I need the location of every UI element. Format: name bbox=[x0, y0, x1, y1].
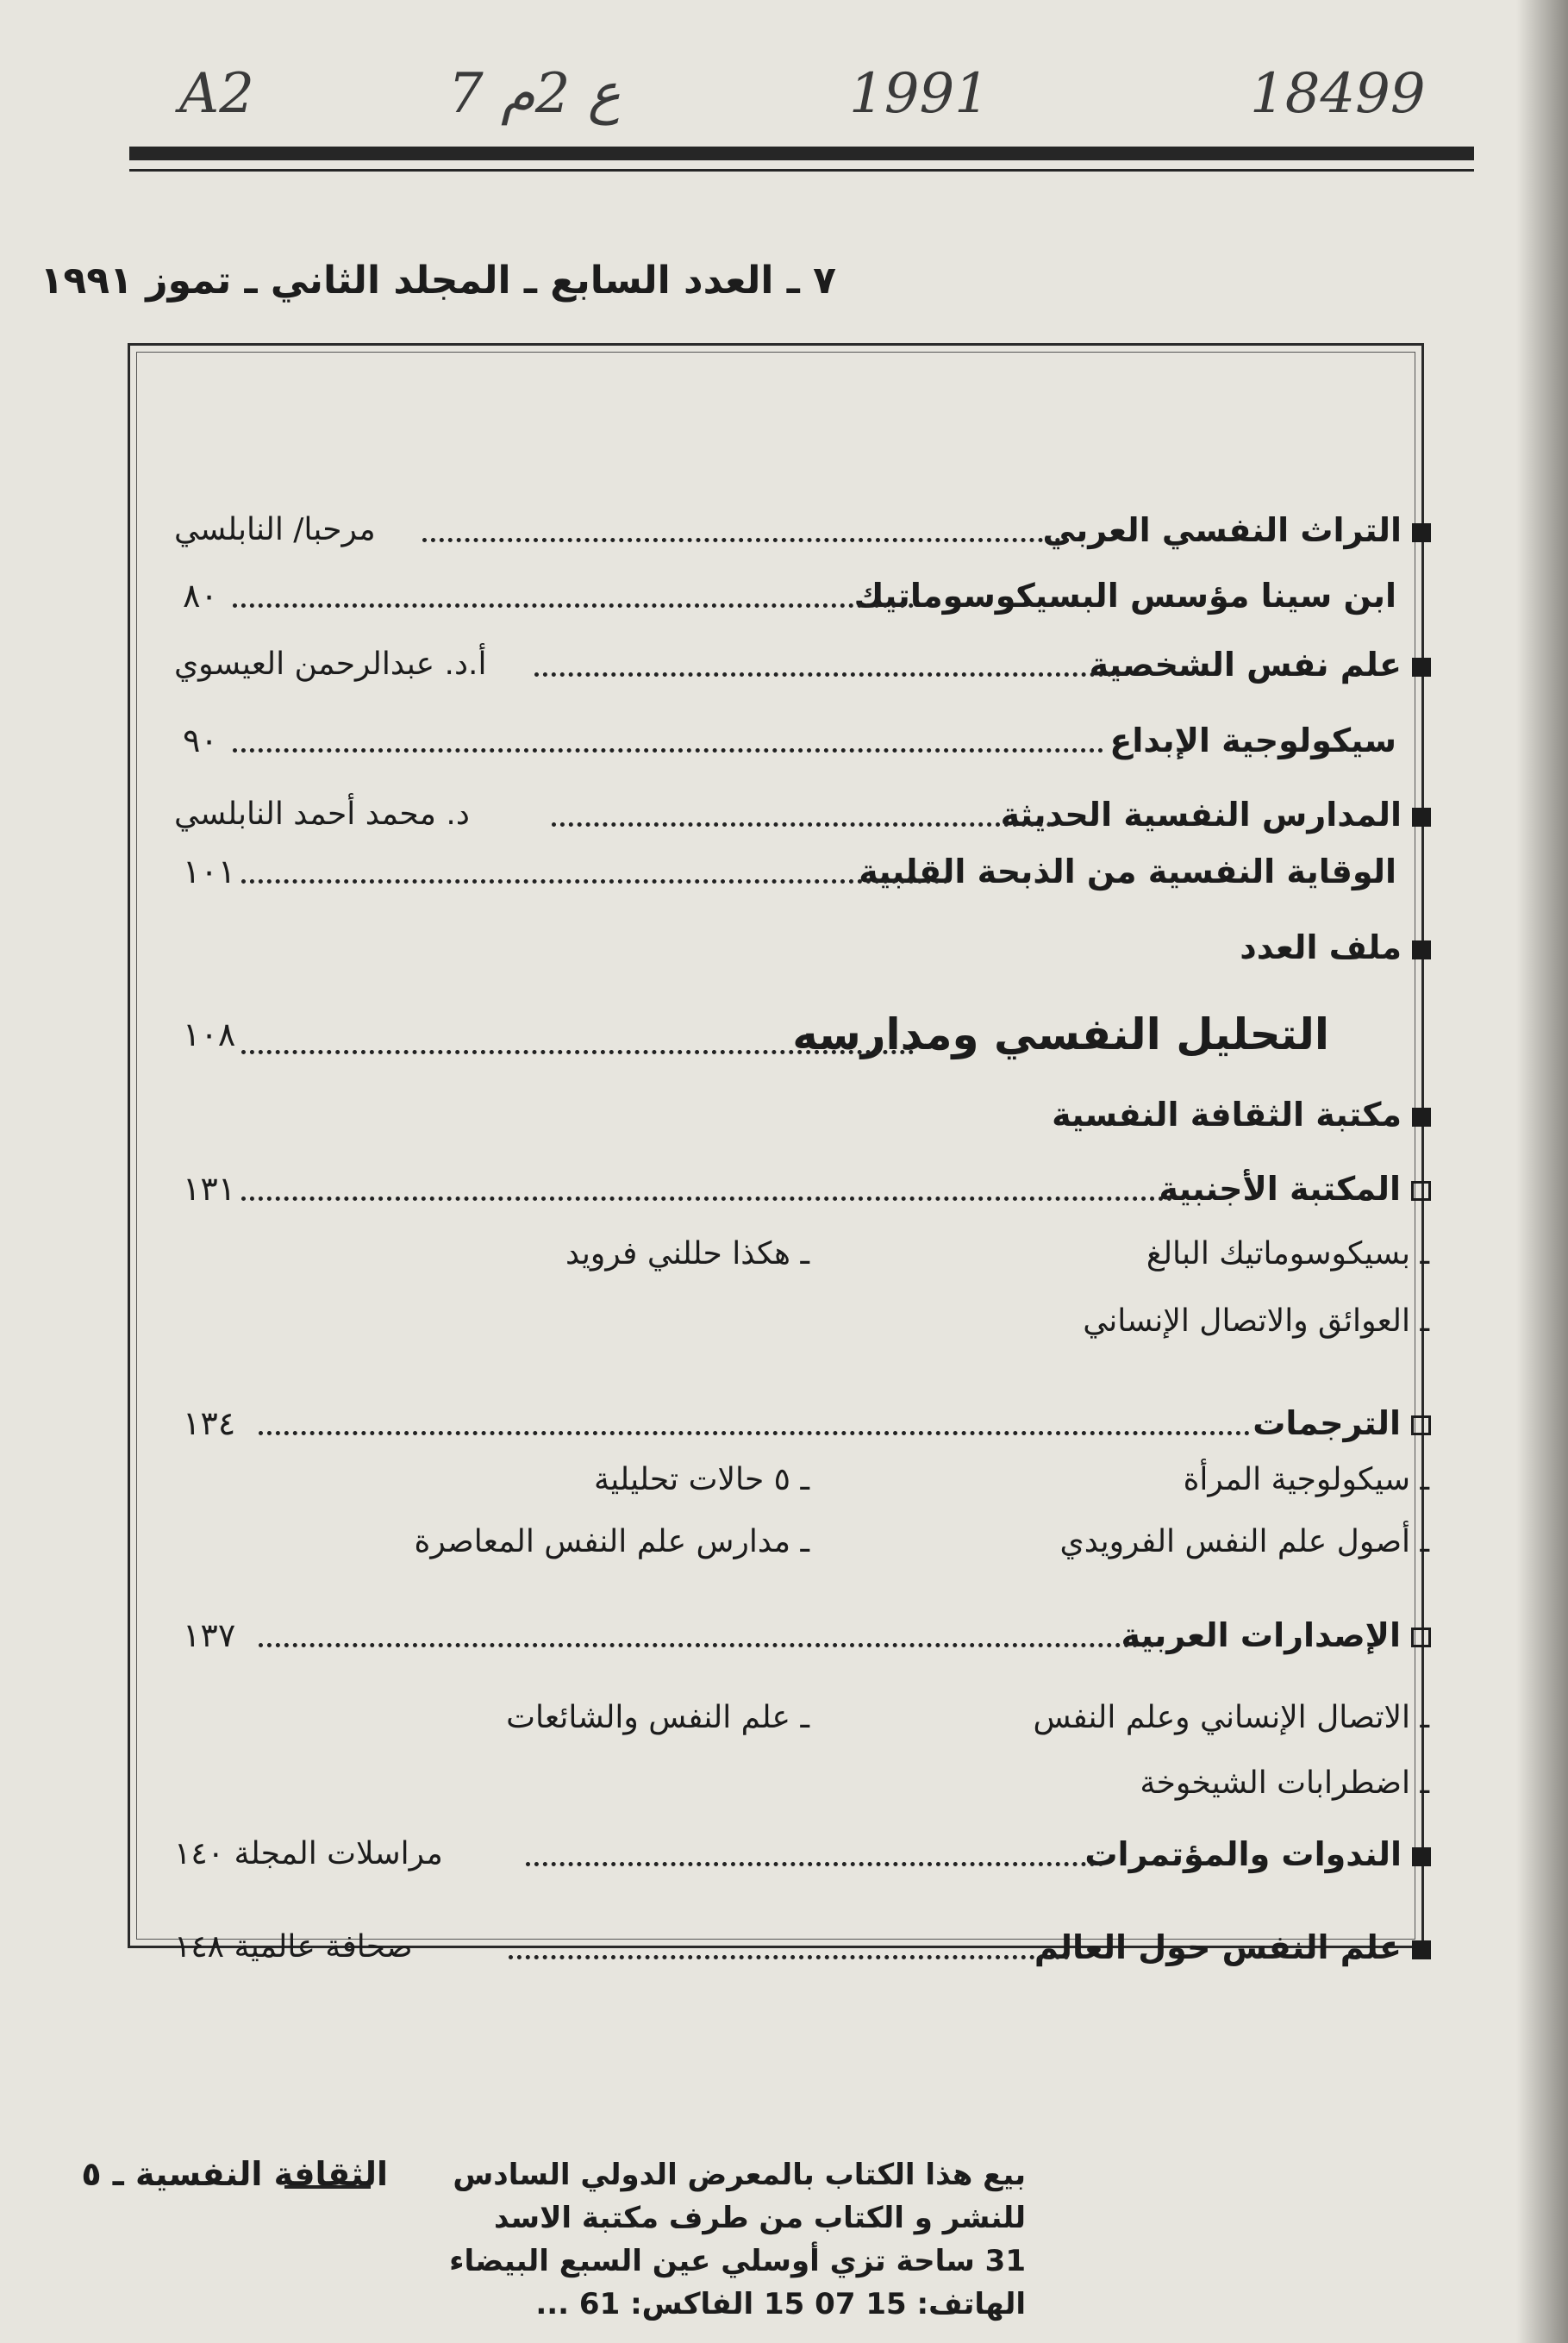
square-bullet-icon bbox=[1412, 1108, 1431, 1127]
toc-page-number: ٨٠ bbox=[183, 577, 218, 615]
leader-dots bbox=[509, 1955, 1069, 1959]
toc-author: أ.د. عبدالرحمن العيسوي bbox=[174, 647, 487, 682]
toc-row-arabic bbox=[164, 1609, 1431, 1662]
translations-item: ـ مدارس علم النفس المعاصرة bbox=[414, 1524, 809, 1559]
square-bullet-icon bbox=[1412, 523, 1431, 542]
open-square-bullet-icon bbox=[1411, 1181, 1431, 1201]
bookseller-stamp bbox=[449, 2153, 1026, 2326]
toc-page-number: ١٠١ bbox=[183, 853, 236, 890]
toc-title: ملف العدد bbox=[1240, 921, 1431, 974]
foreign-item: ـ العوائق والاتصال الإنساني bbox=[1083, 1303, 1429, 1339]
stamp-line: الهاتف: 15 07 15 الفاكس: 61 ... bbox=[535, 2287, 1026, 2321]
toc-row-world bbox=[164, 1921, 1431, 1974]
translations-item: ـ سيكولوجية المرأة bbox=[1183, 1462, 1429, 1497]
leader-dots bbox=[241, 1196, 1172, 1201]
toc-row-personality bbox=[164, 638, 1431, 691]
toc-row-schools bbox=[164, 788, 1431, 841]
handwritten-year: 1991 bbox=[849, 62, 990, 126]
leader-dots bbox=[233, 603, 914, 608]
arabic-item: ـ الاتصال الإنساني وعلم النفس bbox=[1033, 1700, 1429, 1735]
toc-page-number: ٩٠ bbox=[183, 722, 218, 759]
top-rule-thin bbox=[129, 169, 1474, 172]
page-edge-shadow bbox=[1516, 0, 1568, 2343]
toc-title: مكتبة الثقافة النفسية bbox=[1052, 1088, 1431, 1141]
toc-title: المدارس النفسية الحديثة bbox=[1001, 788, 1431, 841]
toc-author: د. محمد أحمد النابلسي bbox=[174, 797, 470, 832]
handwritten-code: A2 bbox=[179, 62, 254, 126]
top-rule-thick bbox=[129, 147, 1474, 160]
toc-title: التراث النفسي العربي bbox=[1043, 503, 1431, 557]
toc-page-number: ١٣٤ bbox=[183, 1404, 236, 1442]
toc-title: المكتبة الأجنبية bbox=[1159, 1162, 1431, 1215]
toc-title: الندوات والمؤتمرات bbox=[1084, 1828, 1431, 1881]
translations-item: ـ أصول علم النفس الفرويدي bbox=[1059, 1524, 1429, 1559]
square-bullet-icon bbox=[1412, 1847, 1431, 1866]
arabic-item: ـ علم النفس والشائعات bbox=[506, 1700, 809, 1735]
toc-title: سيكولوجية الإبداع bbox=[1109, 722, 1396, 759]
toc-title: الوقاية النفسية من الذبحة القلبية bbox=[859, 853, 1396, 890]
leader-dots bbox=[259, 1643, 1155, 1647]
toc-page-number: ١٣٧ bbox=[183, 1616, 236, 1654]
foreign-item: ـ بسيكوسوماتيك البالغ bbox=[1146, 1236, 1429, 1271]
leader-dots bbox=[241, 879, 948, 884]
toc-author: مراسلات المجلة ١٤٠ bbox=[174, 1836, 443, 1871]
footer-rule bbox=[284, 2185, 371, 2189]
leader-dots bbox=[422, 538, 1069, 542]
toc-page-number: ١٣١ bbox=[183, 1170, 236, 1208]
square-bullet-icon bbox=[1412, 808, 1431, 827]
toc-author: صحافة عالمية ١٤٨ bbox=[174, 1929, 413, 1965]
toc-row-translations bbox=[164, 1396, 1431, 1450]
leader-dots bbox=[534, 672, 1121, 677]
issue-line: ٧ ـ العدد السابع ـ المجلد الثاني ـ تموز ١٩٩١ bbox=[40, 259, 836, 303]
toc-title: الإصدارات العربية bbox=[1121, 1609, 1431, 1662]
toc-row-prevention bbox=[164, 845, 1431, 898]
toc-row-heritage bbox=[164, 503, 1431, 557]
toc-row-foreign bbox=[164, 1162, 1431, 1215]
open-square-bullet-icon bbox=[1411, 1628, 1431, 1647]
footer-page-label: الثقافة النفسية ـ ٥ bbox=[81, 2155, 388, 2193]
toc-row-issue-file bbox=[164, 921, 1431, 974]
translations-item: ـ ٥ حالات تحليلية bbox=[594, 1462, 809, 1497]
toc-row-ibn-sina bbox=[164, 569, 1431, 622]
stamp-line: للنشر و الكتاب من طرف مكتبة الاسد bbox=[494, 2201, 1026, 2235]
leader-dots bbox=[526, 1862, 1103, 1866]
square-bullet-icon bbox=[1412, 940, 1431, 959]
leader-dots bbox=[241, 1050, 914, 1054]
toc-title: علم النفس حول العالم bbox=[1034, 1921, 1431, 1974]
toc-row-creativity bbox=[164, 714, 1431, 767]
square-bullet-icon bbox=[1412, 658, 1431, 677]
toc-title: علم نفس الشخصية bbox=[1090, 638, 1431, 691]
leader-dots bbox=[552, 822, 1052, 827]
toc-row-library bbox=[164, 1088, 1431, 1141]
stamp-line: بيع هذا الكتاب بالمعرض الدولي السادس bbox=[453, 2158, 1026, 2192]
open-square-bullet-icon bbox=[1411, 1415, 1431, 1435]
square-bullet-icon bbox=[1412, 1940, 1431, 1959]
handwritten-number: 18499 bbox=[1250, 62, 1426, 126]
leader-dots bbox=[259, 1431, 1250, 1435]
toc-row-psychoanalysis bbox=[164, 1000, 1431, 1069]
toc-title: الترجمات bbox=[1253, 1396, 1431, 1450]
foreign-item: ـ هكذا حللني فرويد bbox=[565, 1236, 809, 1271]
leader-dots bbox=[233, 748, 1103, 753]
toc-title: ابن سينا مؤسس البسيكوسوماتيك bbox=[853, 577, 1396, 615]
arabic-item: ـ اضطرابات الشيخوخة bbox=[1140, 1765, 1429, 1801]
stamp-line: 31 ساحة تزي أوسلي عين السبع البيضاء bbox=[449, 2244, 1026, 2278]
toc-row-symposia bbox=[164, 1828, 1431, 1881]
handwritten-volume: 7 ع 2م bbox=[448, 62, 621, 126]
toc-page-number: ١٠٨ bbox=[183, 1015, 236, 1053]
toc-author: مرحبا/ النابلسي bbox=[174, 512, 376, 547]
toc-feature-title: التحليل النفسي ومدارسه bbox=[792, 1009, 1329, 1059]
